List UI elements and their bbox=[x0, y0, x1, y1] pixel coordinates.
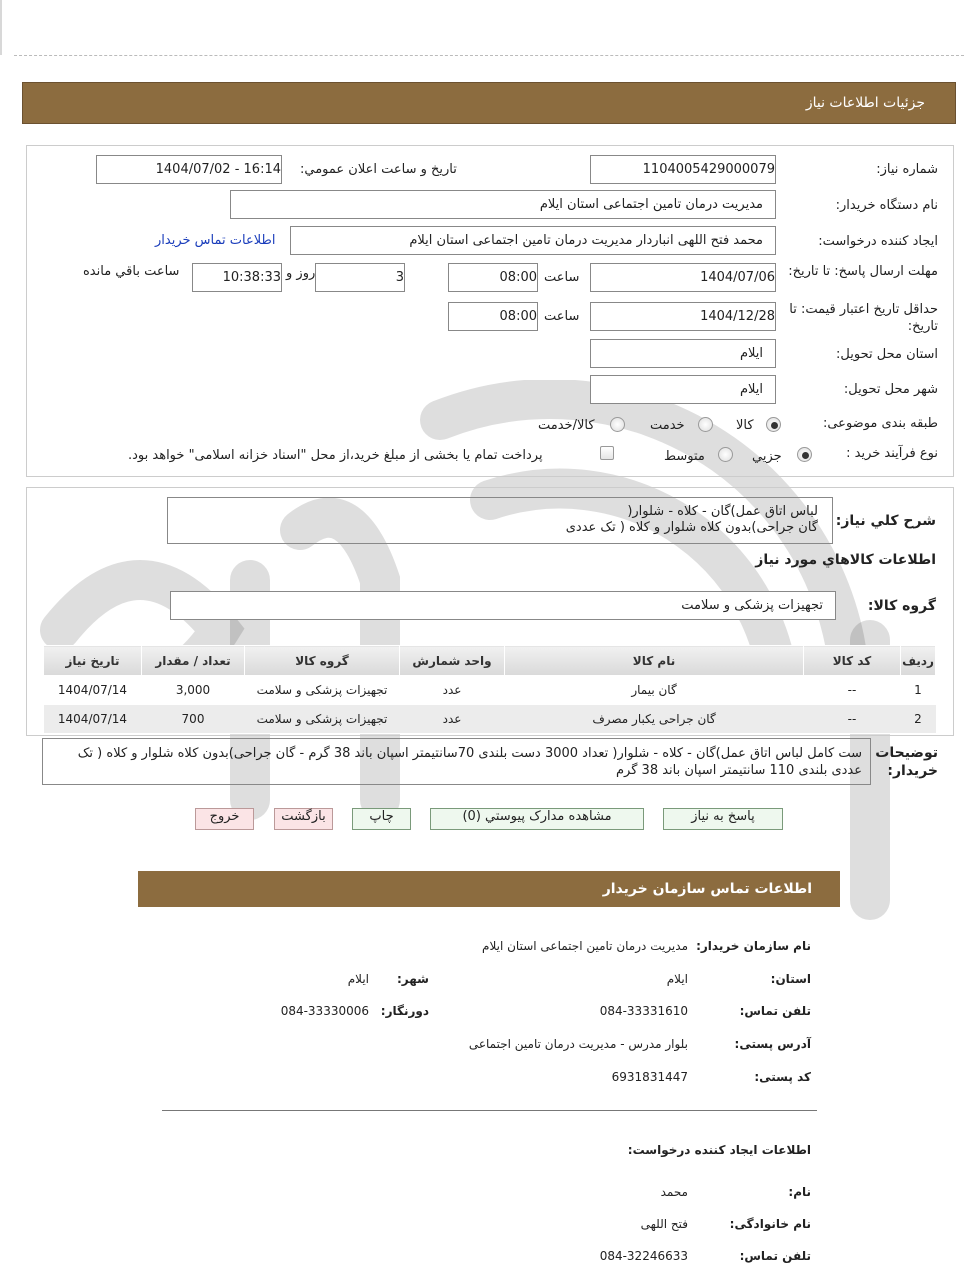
top-divider bbox=[14, 55, 964, 56]
cell-item-group: تجهيزات پزشکی و سلامت bbox=[245, 705, 400, 734]
deadline-time-label: ساعت bbox=[544, 270, 580, 285]
category-service-label: خدمت bbox=[650, 418, 685, 433]
attachments-button[interactable]: مشاهده مدارک پيوستي (0) bbox=[430, 808, 644, 830]
creator-family-value: فتح اللهی bbox=[640, 1217, 688, 1231]
contact-fax-value: 084-33330006 bbox=[280, 1004, 369, 1018]
validity-date-field[interactable]: 1404/12/28 bbox=[590, 302, 776, 331]
back-button[interactable]: بازگشت bbox=[274, 808, 333, 830]
contact-address-value: بلوار مدرس - مديريت درمان تامين اجتماعی bbox=[468, 1037, 688, 1051]
goods-group-label: گروه کالا: bbox=[867, 598, 936, 614]
contact-section-title: اطلاعات تماس سازمان خريدار bbox=[602, 881, 812, 897]
cell-quantity: 3,000 bbox=[142, 676, 245, 705]
th-quantity: تعداد / مقدار bbox=[142, 646, 245, 676]
description-line-2: گان جراحی)بدون کلاه شلوار و کلاه ( تک عددی bbox=[565, 520, 818, 535]
page-header bbox=[22, 82, 956, 124]
buyer-contact-link[interactable]: اطلاعات تماس خريدار bbox=[155, 233, 276, 248]
table-row[interactable] bbox=[44, 705, 936, 734]
contact-org-label: نام سازمان خريدار: bbox=[696, 939, 811, 953]
contact-fax-label: دورنگار: bbox=[380, 1004, 429, 1018]
creator-phone-label: تلفن تماس: bbox=[739, 1249, 811, 1263]
buyer-org-field[interactable]: مديريت درمان تامين اجتماعی استان ايلام bbox=[230, 190, 776, 219]
validity-time-label: ساعت bbox=[544, 309, 580, 324]
print-button[interactable]: چاپ bbox=[352, 808, 411, 830]
deadline-label: مهلت ارسال پاسخ: تا تاريخ: bbox=[788, 264, 938, 279]
creator-phone-value: 084-32246633 bbox=[599, 1249, 688, 1263]
category-goods-service-radio[interactable] bbox=[610, 417, 625, 432]
validity-label: حداقل تاريخ اعتبار قيمت: تا تاريخ: bbox=[789, 302, 938, 334]
cell-need-date: 1404/07/14 bbox=[44, 705, 142, 734]
requester-label: ايجاد کننده درخواست: bbox=[818, 234, 938, 249]
exit-button[interactable]: خروج bbox=[195, 808, 254, 830]
province-field[interactable]: ايلام bbox=[590, 339, 776, 368]
cell-unit: عدد bbox=[400, 705, 505, 734]
left-edge-line bbox=[0, 0, 2, 55]
creator-name-value: محمد bbox=[660, 1185, 688, 1199]
contact-postal-value: 6931831447 bbox=[611, 1070, 688, 1084]
description-label: شرح کلي نياز: bbox=[835, 513, 936, 529]
cell-item-name: گان جراحی يکبار مصرف bbox=[505, 705, 804, 734]
description-line-1: لباس اتاق عمل)گان - کلاه - شلوار( bbox=[627, 504, 818, 519]
cell-row-number: 2 bbox=[901, 705, 936, 734]
process-medium-label: متوسط bbox=[664, 449, 705, 464]
items-table bbox=[43, 645, 936, 734]
process-minor-label: جزيي bbox=[752, 449, 782, 464]
cell-unit: عدد bbox=[400, 676, 505, 705]
cell-item-code: -- bbox=[804, 676, 901, 705]
contact-province-label: استان: bbox=[770, 972, 811, 986]
th-item-code: کد کالا bbox=[804, 646, 901, 676]
remaining-label: ساعت باقي مانده bbox=[83, 264, 180, 279]
contact-city-label: شهر: bbox=[397, 972, 429, 986]
deadline-date-field[interactable]: 1404/07/06 bbox=[590, 263, 776, 292]
reply-button[interactable]: پاسخ به نياز bbox=[663, 808, 783, 830]
treasury-note: پرداخت تمام يا بخشی از مبلغ خريد،از محل "اسناد خزانه اسلامی" خواهد بود. bbox=[128, 448, 543, 463]
category-goods-label: کالا bbox=[736, 418, 754, 433]
announce-label: تاريخ و ساعت اعلان عمومي: bbox=[300, 162, 457, 177]
th-item-group: گروه کالا bbox=[245, 646, 400, 676]
th-need-date: تاريخ نياز bbox=[44, 646, 142, 676]
need-number-field[interactable]: 1104005429000079 bbox=[590, 155, 776, 184]
city-field[interactable]: ايلام bbox=[590, 375, 776, 404]
items-table-wrap bbox=[43, 645, 936, 734]
requester-field[interactable]: محمد فتح اللهی انباردار مديريت درمان تامين اجتماعی استان ايلام bbox=[290, 226, 776, 255]
days-label: روز و bbox=[286, 266, 316, 281]
city-label: شهر محل تحويل: bbox=[843, 382, 938, 397]
buyer-org-label: نام دستگاه خريدار: bbox=[835, 198, 938, 213]
treasury-checkbox[interactable] bbox=[600, 446, 614, 460]
contact-section-header bbox=[138, 871, 840, 907]
goods-info-title: اطلاعات کالاهاي مورد نياز bbox=[755, 552, 936, 568]
cell-item-code: -- bbox=[804, 705, 901, 734]
contact-postal-label: کد پستی: bbox=[754, 1070, 811, 1084]
deadline-time-field[interactable]: 08:00 bbox=[448, 263, 538, 292]
days-field[interactable]: 3 bbox=[315, 263, 405, 292]
contact-address-label: آدرس پستی: bbox=[734, 1037, 811, 1051]
contact-city-value: ايلام bbox=[347, 972, 369, 986]
category-label: طبقه بندی موضوعی: bbox=[822, 416, 938, 431]
contact-phone-value: 084-33331610 bbox=[599, 1004, 688, 1018]
creator-section-title: اطلاعات ايجاد کننده درخواست: bbox=[627, 1143, 811, 1157]
buyer-notes-label: توضيحات خريدار: bbox=[875, 745, 938, 779]
process-minor-radio[interactable] bbox=[797, 447, 812, 462]
remaining-time-field[interactable]: 10:38:33 bbox=[192, 263, 282, 292]
cell-quantity: 700 bbox=[142, 705, 245, 734]
contact-province-value: ايلام bbox=[666, 972, 688, 986]
goods-group-field[interactable]: تجهيزات پزشکی و سلامت bbox=[170, 591, 836, 620]
page-title: جزئيات اطلاعات نياز bbox=[805, 95, 925, 111]
table-row[interactable] bbox=[44, 676, 936, 705]
validity-time-field[interactable]: 08:00 bbox=[448, 302, 538, 331]
cell-need-date: 1404/07/14 bbox=[44, 676, 142, 705]
category-goods-radio[interactable] bbox=[766, 417, 781, 432]
table-header-row bbox=[44, 646, 936, 676]
announce-datetime-field[interactable]: 1404/07/02 - 16:14 bbox=[96, 155, 282, 184]
category-service-radio[interactable] bbox=[698, 417, 713, 432]
contact-phone-label: تلفن تماس: bbox=[739, 1004, 811, 1018]
th-unit: واحد شمارش bbox=[400, 646, 505, 676]
need-number-label: شماره نياز: bbox=[876, 162, 938, 177]
process-label: نوع فرآيند خريد : bbox=[846, 446, 938, 461]
creator-family-label: نام خانوادگی: bbox=[729, 1217, 811, 1231]
province-label: استان محل تحويل: bbox=[836, 347, 938, 362]
description-box bbox=[167, 497, 833, 544]
buyer-notes-box: ست کامل لباس اتاق عمل)گان - کلاه - شلوار( تعداد 3000 دست بلندی 70سانتیمتر اسپان باند 38 گرم - گان جراحی)بدون کلاه شلوار و کلاه ( تک عددی بلندی 110 سانتیمتر اسپان باند 38 گرم bbox=[42, 738, 871, 785]
process-medium-radio[interactable] bbox=[718, 447, 733, 462]
contact-org-value: مديريت درمان تامين اجتماعی استان ايلام bbox=[482, 939, 688, 953]
th-item-name: نام کالا bbox=[505, 646, 804, 676]
contact-divider bbox=[162, 1110, 817, 1111]
cell-item-name: گان بيمار bbox=[505, 676, 804, 705]
th-row-number: رديف bbox=[901, 646, 936, 676]
cell-item-group: تجهيزات پزشکی و سلامت bbox=[245, 676, 400, 705]
cell-row-number: 1 bbox=[901, 676, 936, 705]
creator-name-label: نام: bbox=[788, 1185, 811, 1199]
category-goods-service-label: کالا/خدمت bbox=[538, 418, 595, 433]
